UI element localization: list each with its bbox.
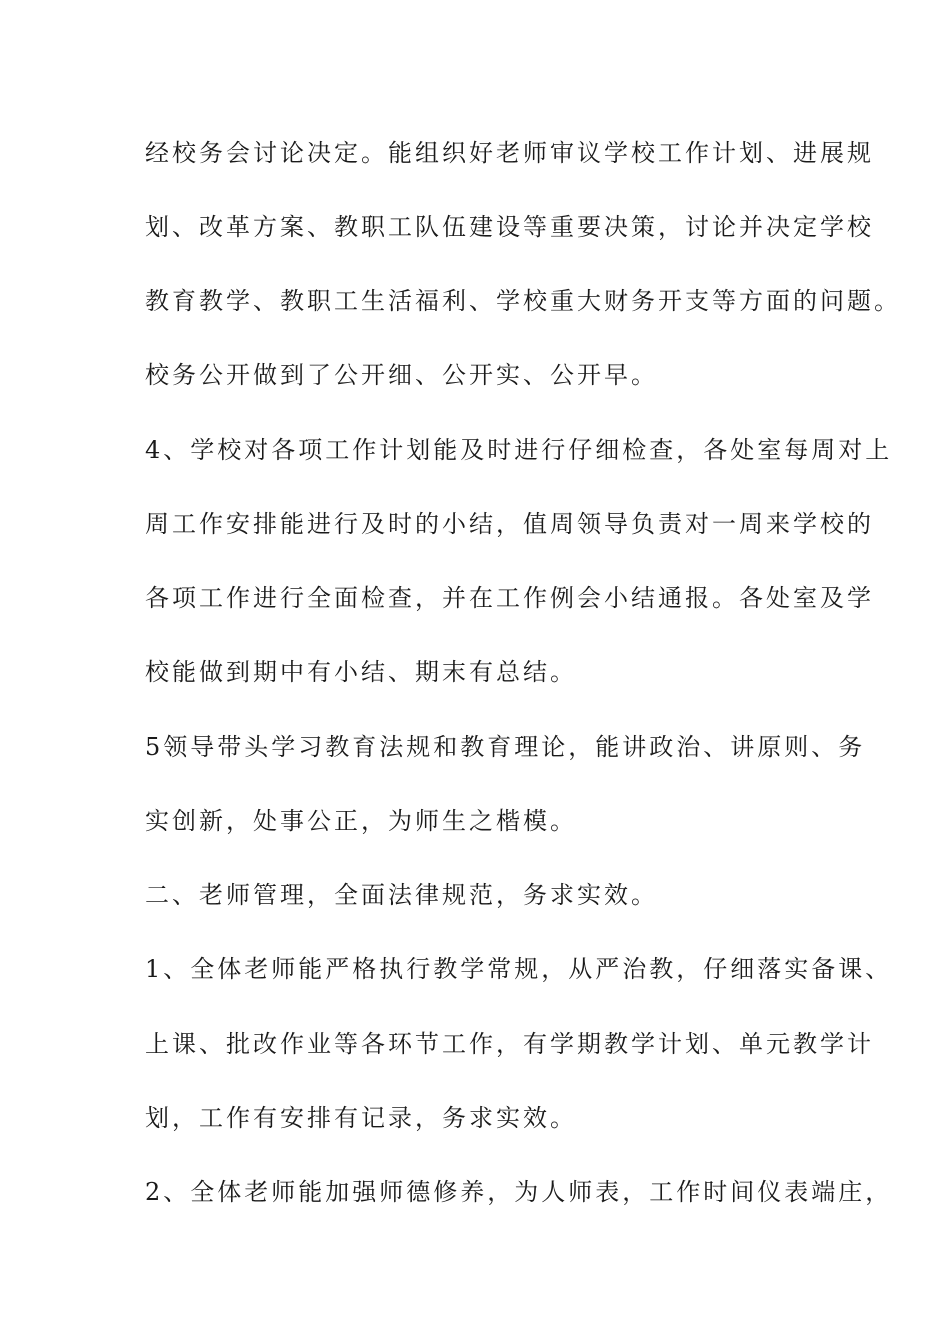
text-line: 实创新，处事公正，为师生之楷模。 — [145, 807, 577, 835]
text-line: 校能做到期中有小结、期末有总结。 — [145, 658, 577, 686]
text-line: 划、改革方案、教职工队伍建设等重要决策，讨论并决定学校 — [145, 213, 874, 241]
text-line: 经校务会讨论决定。能组织好老师审议学校工作计划、进展规 — [145, 139, 874, 167]
text-line: 上课、批改作业等各环节工作，有学期教学计划、单元教学计 — [145, 1030, 874, 1058]
text-line: 各项工作进行全面检查，并在工作例会小结通报。各处室及学 — [145, 584, 874, 612]
text-line: 5领导带头学习教育法规和教育理论，能讲政治、讲原则、务 — [145, 733, 866, 761]
text-line: 周工作安排能进行及时的小结，值周领导负责对一周来学校的 — [145, 510, 874, 538]
text-line: 1、全体老师能严格执行教学常规，从严治教，仔细落实备课、 — [145, 955, 893, 983]
text-line: 2、全体老师能加强师德修养，为人师表，工作时间仪表端庄， — [145, 1178, 893, 1206]
text-line: 划，工作有安排有记录，务求实效。 — [145, 1104, 577, 1132]
text-line: 教育教学、教职工生活福利、学校重大财务开支等方面的问题。 — [145, 287, 901, 315]
text-line: 校务公开做到了公开细、公开实、公开早。 — [145, 361, 658, 389]
text-line: 4、学校对各项工作计划能及时进行仔细检查，各处室每周对上 — [145, 436, 893, 464]
text-line: 二、老师管理，全面法律规范，务求实效。 — [145, 881, 658, 909]
